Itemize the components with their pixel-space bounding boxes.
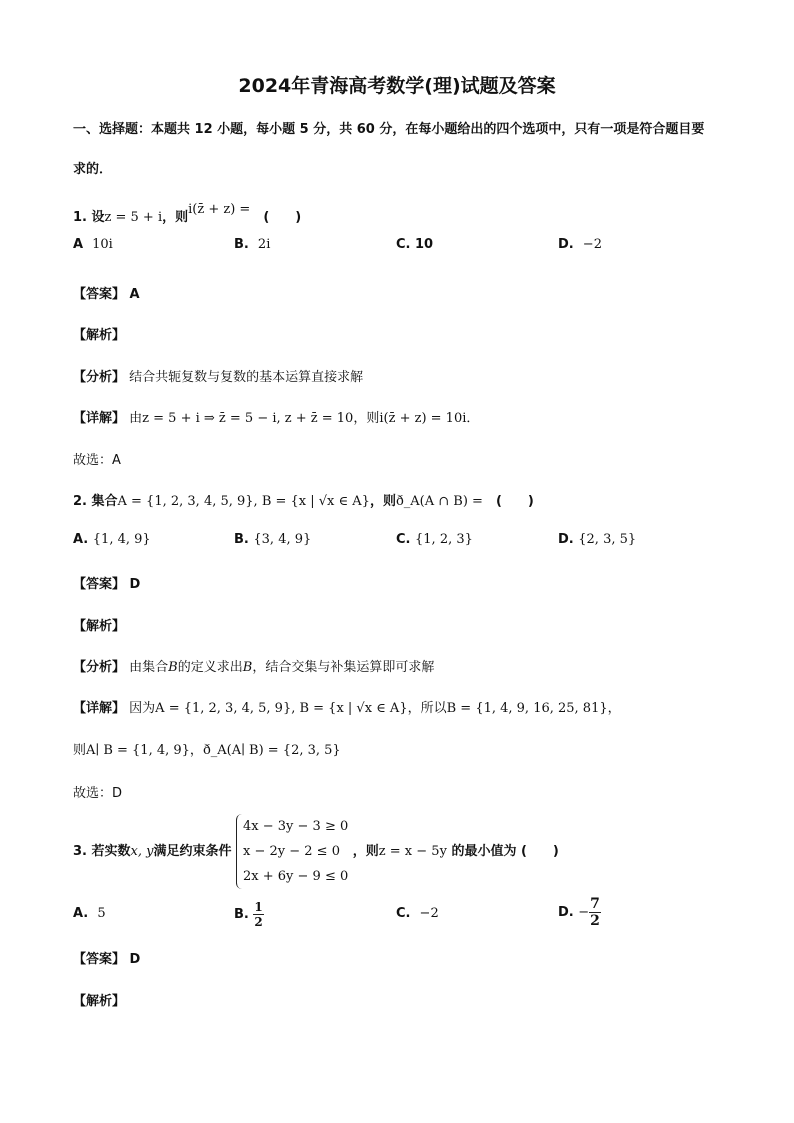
q3-option-d: D. − $\frac{7}{2}$ [558,896,600,929]
q1-expr-z: z = 5 + i [104,210,163,225]
q1-answer: 【答案】 A [73,287,140,302]
page-title: 2024年青海高考数学(理)试题及答案 [238,75,556,97]
q1-option-d: D. −2 [558,237,602,252]
q2-analysis-label: 【解析】 [73,619,126,634]
q1-option-b: B. 2i [234,237,271,252]
q1-option-c: C. 10 [396,237,434,252]
q2-option-b: B. {3, 4, 9} [234,532,312,547]
q3-option-b: B. $\frac{1}{2}$ [234,900,263,929]
question-3: 3. 若实数x, y满足约束条件 4x − 3y − 3 ≥ 0 x − 2y − 2 ≤ 0 2x + 6y − 9 ≤ 0 ，则z = x − 5y 的最小值为 ( ) [73,814,559,889]
q3-option-c: C. −2 [396,906,439,921]
q2-detail-cont: 则A∣ B = {1, 4, 9}，ð_A(A∣ B) = {2, 3, 5} [73,743,341,758]
q2-detail: 【详解】 因为A = {1, 2, 3, 4, 5, 9}, B = {x | √x ∈ A}，所以B = {1, 4, 9, 16, 25, 81}， [73,701,621,716]
q2-option-c: C. {1, 2, 3} [396,532,473,547]
q1-expr: i(z̄ + z) = [188,202,251,217]
q3-analysis-label: 【解析】 [73,994,126,1009]
q1-fenxi: 【分析】 结合共轭复数与复数的基本运算直接求解 [73,370,364,385]
q1-analysis-label: 【解析】 [73,328,126,343]
q2-fenxi: 【分析】 由集合B的定义求出B，结合交集与补集运算即可求解 [73,660,435,675]
q2-answer: 【答案】 D [73,577,141,592]
section-instructions: 一、选择题：本题共 12 小题，每小题 5 分，共 60 分，在每小题给出的四个选项中，只有一项是符合题目要 [73,122,705,137]
q2-sets: A = {1, 2, 3, 4, 5, 9}, B = {x | √x ∈ A} [117,494,370,509]
q2-expr: ð_A(A ∩ B) = [395,494,483,509]
section-instructions-cont: 求的． [73,162,113,177]
q1-detail: 【详解】 由z = 5 + i ⇒ z̄ = 5 − i, z + z̄ = 10，则i(z̄ + z) = 10i． [73,411,480,426]
q2-option-d: D. {2, 3, 5} [558,532,637,547]
q2-choose: 故选：D [73,786,123,801]
q3-constraint-system: 4x − 3y − 3 ≥ 0 x − 2y − 2 ≤ 0 2x + 6y − 9 ≤ 0 [236,814,348,889]
q2-option-a: A. {1, 4, 9} [73,532,151,547]
q1-choose: 故选：A [73,453,121,468]
q1-option-a: A 10i [73,237,113,252]
q3-option-a: A. 5 [73,906,106,921]
question-1: 1. 设z = 5 + i，则i(z̄ + z) = ( ) [73,202,302,225]
question-2: 2. 集合A = {1, 2, 3, 4, 5, 9}, B = {x | √x ∈ A}，则ð_A(A ∩ B) = ( ) [73,494,534,509]
q3-answer: 【答案】 D [73,952,141,967]
